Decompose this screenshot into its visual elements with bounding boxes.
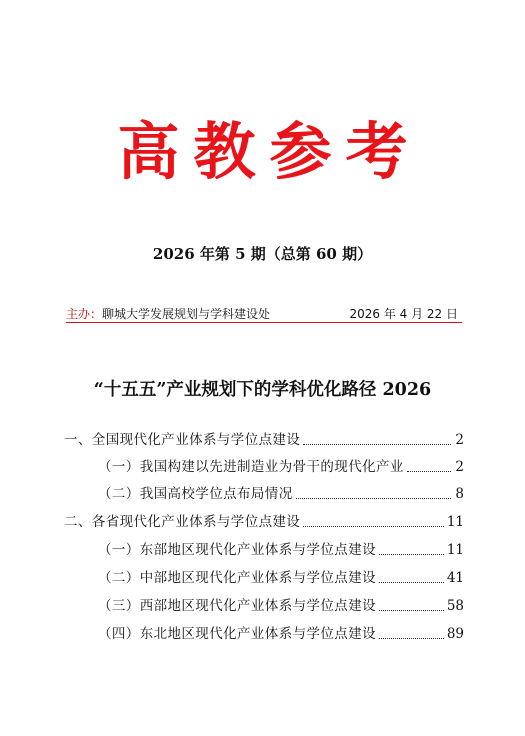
toc-item[interactable] — [98, 624, 464, 644]
toc-item-page: 89 — [446, 626, 464, 642]
toc-item-text: 二、各省现代化产业体系与学位点建设 — [64, 514, 301, 530]
toc-item[interactable] — [98, 568, 464, 588]
toc-item-page: 8 — [455, 486, 464, 502]
toc-item-page: 2 — [455, 459, 464, 475]
toc-leader — [379, 582, 444, 583]
toc-item-page: 2 — [455, 432, 464, 448]
toc-item-text: （三）西部地区现代化产业体系与学位点建设 — [98, 598, 376, 614]
toc-item-text: （二）中部地区现代化产业体系与学位点建设 — [98, 570, 376, 586]
toc-leader — [379, 554, 444, 555]
toc-item-text: （一）东部地区现代化产业体系与学位点建设 — [98, 542, 376, 558]
toc-leader — [407, 471, 451, 472]
toc-item-text: （二）我国高校学位点布局情况 — [98, 486, 293, 502]
toc-leader — [379, 638, 444, 639]
toc-item-text: （一）我国构建以先进制造业为骨干的现代化产业 — [98, 459, 404, 475]
publish-date: 2026 年 4 月 22 日 — [349, 307, 458, 321]
toc-item[interactable] — [64, 430, 464, 450]
issue-line: 2026 年第 5 期（总第 60 期） — [152, 245, 373, 263]
toc-item-text: （四）东北地区现代化产业体系与学位点建设 — [98, 626, 376, 642]
host-value: 聊城大学发展规划与学科建设处 — [102, 307, 271, 321]
masthead-title: 高教参考 — [117, 115, 422, 188]
host-info — [66, 306, 270, 322]
toc-item[interactable] — [98, 540, 464, 560]
toc-item-page: 11 — [446, 542, 464, 558]
toc-item[interactable] — [98, 596, 464, 616]
main-title: “十五五”产业规划下的学科优化路径 2026 — [93, 380, 432, 400]
host-label: 主办： — [66, 307, 103, 321]
toc-item[interactable] — [98, 457, 464, 477]
toc-leader — [303, 526, 444, 527]
toc-item-page: 58 — [446, 598, 464, 614]
header-rule — [66, 322, 462, 323]
toc-item-page: 11 — [446, 514, 464, 530]
toc-item-page: 41 — [446, 570, 464, 586]
toc-leader — [379, 610, 444, 611]
toc-leader — [303, 444, 451, 445]
toc-item[interactable] — [98, 484, 464, 504]
toc-item[interactable] — [64, 512, 464, 532]
toc-item-text: 一、全国现代化产业体系与学位点建设 — [64, 432, 301, 448]
toc-leader — [296, 498, 451, 499]
